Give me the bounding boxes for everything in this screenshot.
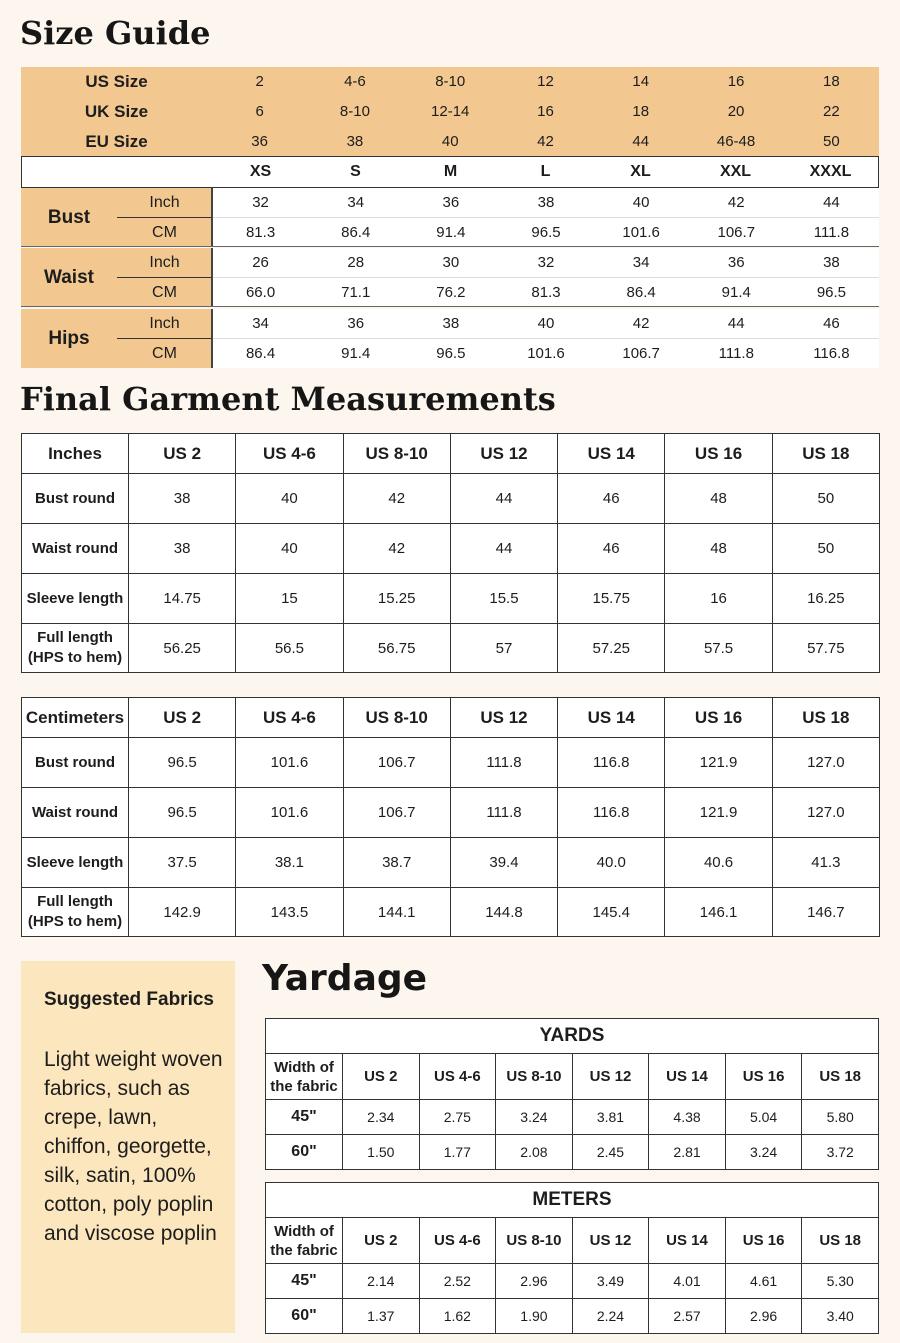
cell: 42: [537, 133, 554, 150]
cell: 2.34: [343, 1100, 420, 1135]
row-label: Waist round: [22, 524, 129, 574]
row-label: Bust round: [22, 738, 129, 788]
size-header: US 2: [343, 1054, 420, 1100]
cell: 38: [129, 474, 236, 524]
cell: 46: [558, 474, 665, 524]
row-label: Waist round: [22, 788, 129, 838]
unit-header: Centimeters: [22, 698, 129, 738]
cell: 127.0: [772, 738, 879, 788]
cell: 101.6: [236, 738, 343, 788]
cm-values: [213, 278, 879, 307]
suggested-fabrics-title: Suggested Fabrics: [44, 989, 214, 1010]
cell: 14.75: [129, 574, 236, 624]
cell: 101.6: [236, 788, 343, 838]
size-header: US 14: [558, 434, 665, 474]
cell: 111.8: [813, 224, 850, 241]
size-guide-title: Size Guide: [20, 14, 211, 52]
cell: 48: [665, 474, 772, 524]
cell: 15.5: [450, 574, 557, 624]
cell: 4.38: [649, 1100, 726, 1135]
cell: 116.8: [558, 738, 665, 788]
unit-label: CM: [152, 224, 177, 241]
size-header: US 14: [649, 1054, 726, 1100]
cell: 86.4: [626, 284, 656, 301]
cell: 18: [632, 103, 650, 120]
cell: 2.81: [649, 1135, 726, 1170]
cell: 2.52: [419, 1264, 496, 1299]
cell: 20: [727, 103, 745, 120]
unit-label: CM: [152, 284, 177, 301]
size-header: US 14: [649, 1218, 726, 1264]
inch-values: [213, 248, 879, 277]
suggested-fabrics-text: Light weight woven fabrics, such as crepe, lawn, chiffon, georgette, silk, satin, 100% cotton, poly poplin and viscose poplin: [44, 1048, 223, 1245]
cell: 57.75: [772, 624, 879, 673]
cell: 46: [823, 315, 840, 332]
size-header: US 12: [450, 698, 557, 738]
cell: 42: [727, 194, 745, 211]
uk-size-row: [21, 97, 879, 126]
cell: 5.30: [802, 1264, 879, 1299]
cell: 76.2: [436, 284, 466, 301]
table-row: [266, 1100, 879, 1135]
cell: 91.4: [721, 284, 751, 301]
letter-size-row: [21, 156, 879, 188]
cell: 1.90: [496, 1299, 573, 1334]
row-label: Sleeve length: [22, 574, 129, 624]
cell: 40.0: [558, 838, 665, 888]
cell: 15.25: [343, 574, 450, 624]
cell: 3.24: [496, 1100, 573, 1135]
cell: 57: [450, 624, 557, 673]
cell: 2.08: [496, 1135, 573, 1170]
cell: 46: [558, 524, 665, 574]
cell: 44: [450, 524, 557, 574]
cell: 40: [236, 474, 343, 524]
cell: 44: [632, 133, 650, 150]
cell: 106.7: [622, 345, 660, 362]
cell: 14: [632, 73, 650, 90]
garment-measurements-title: Final Garment Measurements: [20, 380, 556, 418]
cell: 2.57: [649, 1299, 726, 1334]
table-header-row: [266, 1218, 879, 1264]
cell: 46-48: [716, 133, 756, 150]
cell: 38.7: [343, 838, 450, 888]
cell: 12-14: [431, 103, 470, 120]
letter-size: XXXL: [809, 163, 852, 180]
table-row: [22, 524, 880, 574]
cell: 36: [442, 194, 460, 211]
table-row: [22, 738, 880, 788]
table-row: [22, 574, 880, 624]
cell: 16: [727, 73, 745, 90]
cell: 41.3: [772, 838, 879, 888]
row-label: US Size: [85, 72, 148, 91]
table-row: [22, 838, 880, 888]
unit-header: Inches: [22, 434, 129, 474]
group-label: Waist: [44, 267, 94, 288]
cell: 44: [823, 194, 840, 211]
size-header: US 16: [725, 1054, 802, 1100]
cell: 91.4: [436, 224, 466, 241]
cell: 111.8: [450, 738, 557, 788]
cell: 116.8: [558, 788, 665, 838]
size-header: US 4-6: [419, 1218, 496, 1264]
cell: 101.6: [622, 224, 660, 241]
cell: 3.49: [572, 1264, 649, 1299]
size-header: US 2: [343, 1218, 420, 1264]
cell: 4-6: [344, 73, 366, 90]
cell: 15.75: [558, 574, 665, 624]
cell: 40: [632, 194, 650, 211]
size-header: US 2: [129, 434, 236, 474]
size-header: US 4-6: [236, 434, 343, 474]
cell: 86.4: [245, 345, 276, 362]
cell: 121.9: [665, 738, 772, 788]
cell: 57.25: [558, 624, 665, 673]
cell: 116.8: [813, 345, 850, 362]
cell: 38.1: [236, 838, 343, 888]
inch-values: [213, 188, 879, 217]
cell: 96.5: [436, 345, 466, 362]
cell: 3.40: [802, 1299, 879, 1334]
table-header-row: [22, 698, 880, 738]
cell: 12: [537, 73, 554, 90]
cell: 22: [822, 103, 840, 120]
cell: 40: [236, 524, 343, 574]
size-header: US 16: [665, 698, 772, 738]
size-header: US 18: [802, 1218, 879, 1264]
row-label: EU Size: [85, 132, 148, 151]
letter-size: S: [350, 163, 361, 180]
table-row: [22, 624, 880, 673]
cell: 144.8: [450, 888, 557, 937]
row-label: UK Size: [84, 102, 149, 121]
width-label: 45": [266, 1100, 343, 1135]
hips-group: [21, 309, 879, 368]
cell: 66.0: [245, 284, 276, 301]
group-label: Hips: [48, 328, 90, 349]
cell: 1.77: [419, 1135, 496, 1170]
unit-label: Inch: [117, 188, 212, 218]
cell: 2.14: [343, 1264, 420, 1299]
us-size-row: [21, 67, 879, 96]
bust-group: [21, 188, 879, 247]
cell: 36: [347, 315, 365, 332]
cell: 2.96: [725, 1299, 802, 1334]
cell: 3.72: [802, 1135, 879, 1170]
garment-inches-table: [21, 433, 880, 673]
cell: 38: [823, 254, 840, 271]
cell: 37.5: [129, 838, 236, 888]
table-header-row: [266, 1054, 879, 1100]
size-header: US 18: [772, 434, 879, 474]
cell: 36: [251, 133, 268, 150]
cell: 2.24: [572, 1299, 649, 1334]
cm-values: [213, 339, 879, 368]
cell: 101.6: [527, 345, 565, 362]
cell: 56.25: [129, 624, 236, 673]
cell: 81.3: [531, 284, 561, 301]
yardage-meters-table: [265, 1182, 879, 1334]
size-header: US 18: [802, 1054, 879, 1100]
cell: 42: [632, 315, 650, 332]
cell: 42: [343, 474, 450, 524]
cell: 16: [537, 103, 554, 120]
unit-label: CM: [152, 345, 177, 362]
table-row: [22, 888, 880, 937]
size-guide-table: [21, 67, 879, 370]
cell: 4.01: [649, 1264, 726, 1299]
cell: 96.5: [129, 738, 236, 788]
cell: 40.6: [665, 838, 772, 888]
table-caption: YARDS: [266, 1019, 879, 1054]
cell: 18: [822, 73, 840, 90]
cell: 50: [772, 474, 879, 524]
cell: 2: [255, 73, 264, 90]
cell: 81.3: [245, 224, 276, 241]
cell: 96.5: [129, 788, 236, 838]
width-label: 60": [266, 1135, 343, 1170]
width-label: 60": [266, 1299, 343, 1334]
letter-size: XS: [249, 163, 272, 180]
cell: 44: [450, 474, 557, 524]
unit-label: Inch: [117, 309, 212, 339]
inch-values: [213, 309, 879, 338]
group-label: Bust: [47, 207, 91, 228]
divider: [21, 306, 879, 307]
width-label: 45": [266, 1264, 343, 1299]
size-header: US 18: [772, 698, 879, 738]
cell: 56.5: [236, 624, 343, 673]
width-header: Width of the fabric: [266, 1218, 343, 1264]
cell: 8-10: [339, 103, 370, 120]
table-caption-row: [266, 1183, 879, 1218]
row-label: Full length (HPS to hem): [22, 624, 129, 673]
cell: 38: [442, 315, 460, 332]
cell: 34: [632, 254, 650, 271]
size-header: US 8-10: [343, 434, 450, 474]
cell: 26: [252, 254, 269, 271]
letter-size: M: [443, 163, 458, 180]
size-header: US 8-10: [343, 698, 450, 738]
cell: 34: [347, 194, 365, 211]
size-header: US 12: [572, 1054, 649, 1100]
divider: [21, 246, 879, 247]
table-row: [22, 788, 880, 838]
cell: 38: [537, 194, 555, 211]
eu-size-row: [21, 127, 879, 156]
cell: 111.8: [450, 788, 557, 838]
row-label: Full length (HPS to hem): [22, 888, 129, 937]
size-header: US 12: [450, 434, 557, 474]
cell: 1.50: [343, 1135, 420, 1170]
cell: 145.4: [558, 888, 665, 937]
table-row: [266, 1135, 879, 1170]
cell: 32: [537, 254, 555, 271]
table-header-row: [22, 434, 880, 474]
cell: 38: [346, 133, 364, 150]
cell: 71.1: [341, 284, 371, 301]
cell: 5.80: [802, 1100, 879, 1135]
table-caption-row: [266, 1019, 879, 1054]
cell: 8-10: [435, 73, 466, 90]
yardage-yards-table: [265, 1018, 879, 1170]
cell: 16.25: [772, 574, 879, 624]
cell: 91.4: [341, 345, 371, 362]
cell: 15: [236, 574, 343, 624]
cell: 106.7: [717, 224, 756, 241]
size-header: US 2: [129, 698, 236, 738]
size-header: US 8-10: [496, 1054, 573, 1100]
suggested-fabrics-panel: [21, 961, 235, 1333]
cell: 30: [442, 254, 460, 271]
letter-size: L: [540, 163, 551, 180]
cell: 142.9: [129, 888, 236, 937]
cell: 36: [727, 254, 745, 271]
cell: 2.96: [496, 1264, 573, 1299]
cell: 40: [537, 315, 555, 332]
cell: 38: [129, 524, 236, 574]
size-header: US 8-10: [496, 1218, 573, 1264]
cell: 146.1: [665, 888, 772, 937]
cell: 39.4: [450, 838, 557, 888]
garment-centimeters-table: [21, 697, 880, 937]
cm-values: [213, 218, 879, 247]
table-caption: METERS: [266, 1183, 879, 1218]
cell: 28: [347, 254, 365, 271]
yardage-title: Yardage: [262, 958, 428, 999]
cell: 2.75: [419, 1100, 496, 1135]
cell: 42: [343, 524, 450, 574]
table-row: [22, 474, 880, 524]
size-header: US 4-6: [236, 698, 343, 738]
cell: 57.5: [665, 624, 772, 673]
cell: 16: [665, 574, 772, 624]
cell: 5.04: [725, 1100, 802, 1135]
row-label: Bust round: [22, 474, 129, 524]
cell: 96.5: [531, 224, 561, 241]
cell: 2.45: [572, 1135, 649, 1170]
cell: 3.81: [572, 1100, 649, 1135]
letter-size: XXL: [719, 163, 752, 180]
cell: 34: [252, 315, 269, 332]
size-header: US 14: [558, 698, 665, 738]
cell: 111.8: [718, 345, 754, 362]
cell: 6: [255, 103, 264, 120]
cell: 32: [252, 194, 269, 211]
cell: 50: [772, 524, 879, 574]
cell: 40: [441, 133, 459, 150]
cell: 143.5: [236, 888, 343, 937]
cell: 3.24: [725, 1135, 802, 1170]
cell: 106.7: [343, 788, 450, 838]
letter-size: XL: [630, 163, 651, 180]
cell: 144.1: [343, 888, 450, 937]
size-header: US 12: [572, 1218, 649, 1264]
cell: 4.61: [725, 1264, 802, 1299]
width-header: Width of the fabric: [266, 1054, 343, 1100]
cell: 127.0: [772, 788, 879, 838]
cell: 106.7: [343, 738, 450, 788]
cell: 1.37: [343, 1299, 420, 1334]
cell: 96.5: [816, 284, 847, 301]
size-header: US 16: [725, 1218, 802, 1264]
cell: 121.9: [665, 788, 772, 838]
waist-group: [21, 248, 879, 307]
row-label: Sleeve length: [22, 838, 129, 888]
size-header: US 16: [665, 434, 772, 474]
cell: 1.62: [419, 1299, 496, 1334]
size-header: US 4-6: [419, 1054, 496, 1100]
cell: 86.4: [341, 224, 371, 241]
cell: 56.75: [343, 624, 450, 673]
unit-label: Inch: [117, 248, 212, 278]
cell: 48: [665, 524, 772, 574]
cell: 50: [822, 133, 840, 150]
table-row: [266, 1299, 879, 1334]
cell: 146.7: [772, 888, 879, 937]
table-row: [266, 1264, 879, 1299]
cell: 44: [727, 315, 745, 332]
